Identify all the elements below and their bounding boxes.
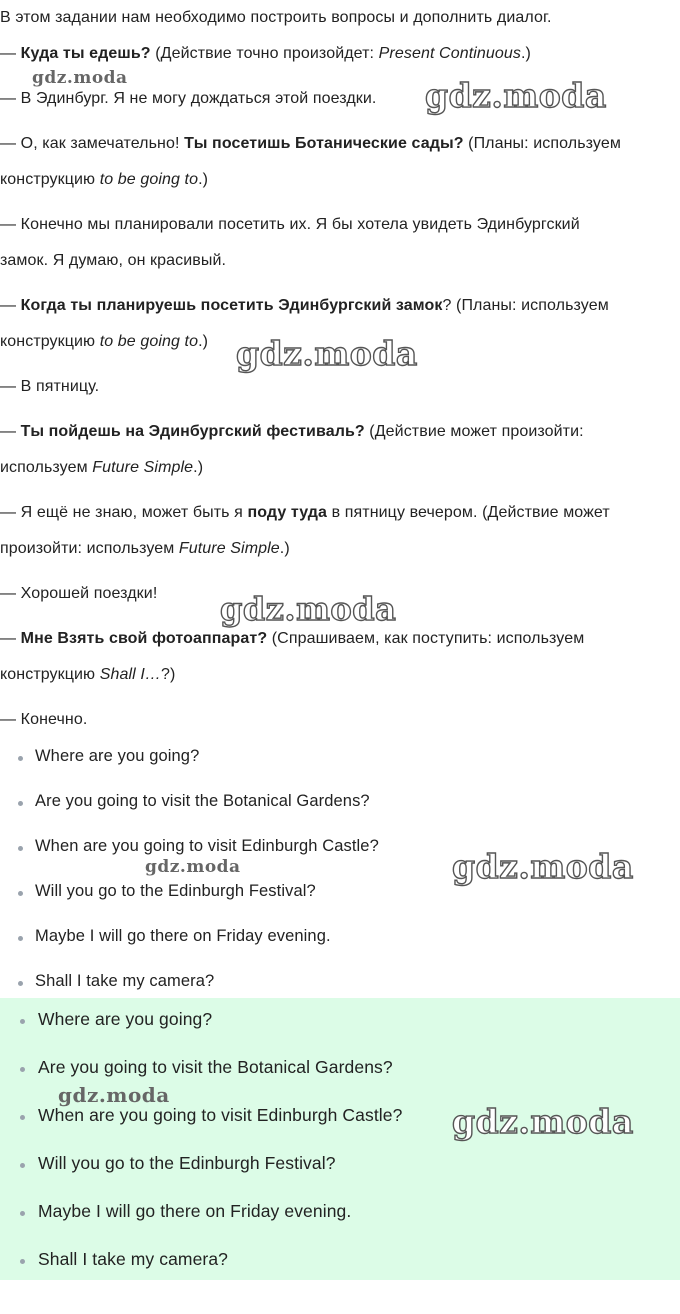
answer-item: Will you go to the Edinburgh Festival? — [38, 1153, 336, 1173]
bullet-dot — [20, 1259, 25, 1264]
list-item: Will you go to the Edinburgh Festival? — [35, 882, 316, 900]
dialog-line-11: — Конечно. — [0, 711, 88, 728]
list-item: Shall I take my camera? — [35, 972, 215, 990]
dialog-line-3-cont: конструкцию to be going to.) — [0, 171, 209, 188]
dialog-line-8-cont: произойти: используем Future Simple.) — [0, 540, 290, 557]
intro-text: В этом задании нам необходимо построить вопросы и дополнить диалог. — [0, 9, 552, 26]
watermark: gdz.moda — [452, 1102, 634, 1141]
watermark: gdz.moda — [452, 847, 634, 886]
watermark: gdz.moda — [236, 334, 418, 373]
dialog-line-7-cont: используем Future Simple.) — [0, 459, 204, 476]
dialog-line-10-cont: конструкцию Shall I…?) — [0, 666, 176, 683]
list-item: When are you going to visit Edinburgh Castle? — [35, 837, 379, 855]
dialog-line-6: — В пятницу. — [0, 378, 100, 395]
dialog-line-3: — О, как замечательно! Ты посетишь Ботанические сады? (Планы: используем — [0, 135, 621, 152]
bullet-dot — [20, 1163, 25, 1168]
watermark: gdz.moda — [425, 76, 607, 115]
watermark: gdz.moda — [32, 68, 128, 88]
bullet-dot — [20, 1211, 25, 1216]
list-item: Are you going to visit the Botanical Gardens? — [35, 792, 370, 810]
bullet-dot — [18, 891, 23, 896]
dialog-line-10: — Мне Взять свой фотоаппарат? (Спрашиваем, как поступить: используем — [0, 630, 585, 647]
answer-item: Maybe I will go there on Friday evening. — [38, 1201, 352, 1221]
answer-item: Are you going to visit the Botanical Gardens? — [38, 1057, 393, 1077]
bullet-dot — [18, 846, 23, 851]
bullet-dot — [18, 936, 23, 941]
bullet-dot — [20, 1067, 25, 1072]
dialog-line-5: — Когда ты планируешь посетить Эдинбургский замок? (Планы: используем — [0, 297, 609, 314]
dialog-line-8: — Я ещё не знаю, может быть я поду туда в пятницу вечером. (Действие может — [0, 504, 610, 521]
dialog-line-2: — В Эдинбург. Я не могу дождаться этой поездки. — [0, 90, 377, 107]
dialog-line-1: — Куда ты едешь? (Действие точно произойдет: Present Continuous.) — [0, 45, 531, 62]
bullet-dot — [18, 756, 23, 761]
dialog-line-5-cont: конструкцию to be going to.) — [0, 333, 209, 350]
bullet-dot — [18, 801, 23, 806]
dialog-line-9: — Хорошей поездки! — [0, 585, 158, 602]
answer-item: Where are you going? — [38, 1009, 213, 1029]
watermark: gdz.moda — [58, 1083, 170, 1107]
answer-item: Shall I take my camera? — [38, 1249, 229, 1269]
list-item: Maybe I will go there on Friday evening. — [35, 927, 331, 945]
watermark: gdz.moda — [145, 857, 241, 877]
dialog-line-7: — Ты пойдешь на Эдинбургский фестиваль? (Действие может произойти: — [0, 423, 584, 440]
dialog-line-4: — Конечно мы планировали посетить их. Я бы хотела увидеть Эдинбургский — [0, 216, 580, 233]
bullet-dot — [18, 981, 23, 986]
dialog-line-4-cont: замок. Я думаю, он красивый. — [0, 252, 227, 269]
list-item: Where are you going? — [35, 747, 200, 765]
bullet-dot — [20, 1115, 25, 1120]
bullet-dot — [20, 1019, 25, 1024]
watermark: gdz.moda — [220, 590, 397, 628]
answer-item: When are you going to visit Edinburgh Castle? — [38, 1105, 403, 1125]
